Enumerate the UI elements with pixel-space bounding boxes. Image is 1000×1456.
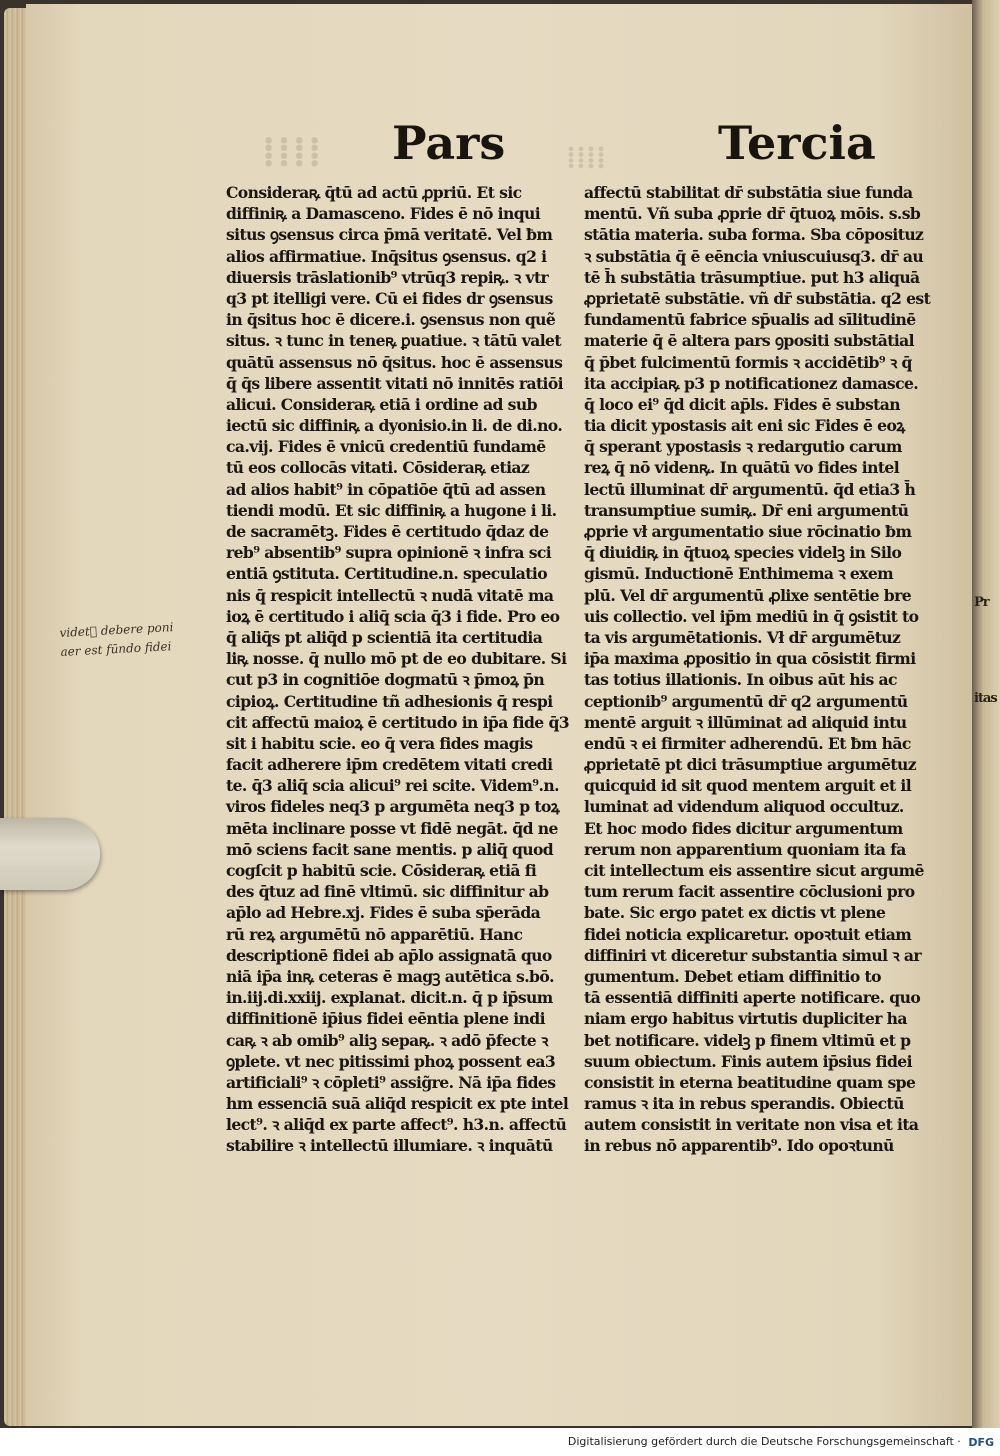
text-line: autem consistit in veritate non visa et ita: [584, 1115, 919, 1135]
text-line: ip̄a maxima ꝓpositio in qua cōsistit firmi: [584, 649, 916, 669]
text-line: q̄ loco ei⁹ q̄d dicit ap̄ls. Fides ē substan: [584, 394, 900, 414]
text-line: tū eos collocās vitati. Cōsideraꝶ etiaz: [226, 458, 530, 478]
text-line: tia dicit ypostasis ait eni sic Fides ē eoꝝ: [584, 416, 905, 436]
text-line: gumentum. Debet etiam diffinitio to: [584, 966, 881, 986]
text-line: ꝛ substātia q̄ ē eēncia vniuscuiusq3. dr̄ au: [584, 246, 924, 266]
text-line: luminat ad videndum aliquod occultuz.: [584, 797, 904, 817]
text-line: uis collectio. vel ip̄m mediū in q̄ ꝯsistit to: [584, 606, 919, 626]
text-line: q̄ q̄s libere assentit vitati nō innitēs ratiōi: [226, 373, 564, 393]
text-line: iectū sic diffiniꝶ a dyonisio.in li. de di.no.: [226, 416, 563, 436]
text-line: bet notificare. videlꝫ p finem vltimū et p: [584, 1030, 911, 1050]
text-line: in q̄situs hoc ē dicere.i. ꝯsensus non quẽ: [226, 310, 556, 330]
text-line: q3 pt itelligi vere. Cū ei fides dr ꝯsensus: [226, 288, 553, 308]
show-through-heading: ⁞⁞⁞⁞: [566, 140, 606, 175]
text-line: diffiniri vt diceretur substantia simul ꝛ ar: [584, 945, 921, 965]
text-line: ioꝝ ē certitudo i aliq̄ scia q̄3 i fide. Pro eo: [226, 606, 560, 626]
handwritten-margin-note: [59, 618, 175, 662]
text-line: lect⁹. ꝛ aliq̄d ex parte affect⁹. h3.n. affectū: [226, 1115, 567, 1135]
text-line: liꝶ nosse. q̄ nullo mō pt de eo dubitare. Si: [226, 649, 567, 669]
text-line: ca.vij. Fides ē vnicū credentiū fundamē: [226, 437, 546, 457]
text-line: cit intellectum eis assentire sicut argumē: [584, 861, 924, 880]
text-line: diuersis trāslationib⁹ vtrūq3 repiꝶ. ꝛ vtr: [226, 267, 549, 287]
text-line: in rebus nō apparentib⁹. Ido opoꝛtunū: [584, 1136, 894, 1156]
text-column-left: [226, 182, 569, 1157]
text-line: hm essenciā suā aliq̄d respicit ex pte intel: [226, 1094, 569, 1114]
text-line: stātia materia. suba forma. Sba cōposituz: [584, 225, 924, 245]
margin-note-line: videt᷑ debere poni: [59, 620, 174, 640]
text-line: artificiali⁹ ꝛ cōpleti⁹ assig̃re. Nā ip̄a fides: [226, 1072, 556, 1092]
dfg-logo-icon: DFG: [968, 1435, 994, 1449]
text-line: q̄ diuidiꝶ in q̄tuoꝝ species videlꝫ in Silo: [584, 543, 902, 563]
text-line: diffinitionē ip̄ius fidei eēntia plene indi: [226, 1009, 545, 1029]
text-line: Et hoc modo fides dicitur argumentum: [584, 818, 903, 838]
text-line: nis q̄ respicit intellectū ꝛ nudā vitatē ma: [226, 585, 554, 605]
running-head-left: Pars: [392, 116, 506, 170]
text-line: consistit in eterna beatitudine quam spe: [584, 1072, 916, 1092]
text-line: des q̄tuz ad finē vltimū. sic diffinitur ab: [226, 882, 549, 902]
text-line: situs ꝯsensus circa p̄mā veritatē. Vel ƀm: [226, 225, 553, 245]
text-line: ꝓprie vł argumentatio siue rōcinatio ƀm: [584, 522, 912, 541]
text-line: gismū. Inductionē Enthimema ꝛ exem: [584, 564, 894, 584]
text-line: mēta inclinare posse vt fidē negāt. q̄d ne: [226, 818, 558, 838]
text-line: facit adherere ip̄m credētem vitati credi: [226, 755, 553, 775]
text-line: ramus ꝛ ita in rebus sperandis. Obiectū: [584, 1094, 904, 1114]
text-line: q̄ sperant ypostasis ꝛ redargutio carum: [584, 437, 902, 457]
text-line: diffiniꝶ a Damasceno. Fides ē nō inqui: [226, 204, 541, 224]
text-line: ꝓprietatē substātie. vñ dr̄ substātia. q2 est: [584, 288, 931, 308]
digitization-footer: [0, 1428, 1000, 1455]
text-line: rū reꝝ argumētū nō apparētiū. Hanc: [226, 924, 523, 944]
text-line: affectū stabilitat dr̄ substātia siue funda: [584, 183, 913, 202]
text-line: situs. ꝛ tunc in teneꝶ ꝑuatiue. ꝛ tātū valet: [226, 331, 561, 351]
text-line: in.iij.di.xxiij. explanat. dicit.n. q̄ p ip̄sum: [226, 988, 553, 1008]
text-line: te. q̄3 aliq̄ scia alicui⁹ rei scite. Videm⁹.n.: [226, 776, 559, 796]
text-line: fidei noticia explicaretur. opoꝛtuit etiam: [584, 924, 912, 944]
text-line: ap̄lo ad Hebre.xj. Fides ē suba sp̄erāda: [226, 903, 541, 923]
text-line: cut p3 in cognitiōe dogmatū ꝛ p̄moꝝ p̄n: [226, 670, 545, 690]
text-line: bate. Sic ergo patet ex dictis vt plene: [584, 903, 886, 923]
text-line: alios affirmatiue. Inq̄situs ꝯsensus. q2 i: [226, 246, 547, 266]
text-line: tā essentiā diffiniti aperte notificare. quo: [584, 988, 921, 1008]
text-line: tiendi modū. Et sic diffiniꝶ a hugone i li.: [226, 500, 557, 520]
adjacent-page-fragment: Pr: [974, 595, 989, 610]
text-column-right: [584, 182, 930, 1157]
text-line: q̄ aliq̄s pt aliq̄d p scientiā ita certitudia: [226, 627, 543, 647]
text-line: niam ergo habitus virtutis dupliciter ha: [584, 1009, 907, 1029]
text-line: rerum non apparentium quoniam ita fa: [584, 839, 906, 859]
text-line: Consideraꝶ q̄tū ad actū ꝓpriū. Et sic: [226, 183, 522, 202]
text-line: q̄ p̄bet fulcimentū formis ꝛ accidētib⁹ ꝛ q̄: [584, 352, 912, 372]
text-line: alicui. Consideraꝶ etiā i ordine ad sub: [226, 394, 537, 414]
text-line: fundamentū fabrice sp̄ualis ad sīlitudinē: [584, 310, 916, 330]
show-through-folio: ⁞⁞⁞⁞: [262, 128, 324, 175]
margin-note-line: aer est fūndo fidei: [60, 639, 172, 659]
text-line: ta vis argumētationis. Vł dr̄ argumētuz: [584, 627, 901, 647]
text-line: materie q̄ ē altera pars ꝯpositi substātial: [584, 331, 915, 351]
text-line: endū ꝛ ei firmiter adherendū. Et ƀm hāc: [584, 733, 911, 753]
text-line: reꝝ q̄ nō videnꝶ. In quātū vo fides intel: [584, 458, 900, 478]
running-head-right: Tercia: [718, 116, 876, 170]
text-line: descriptionē fidei ab ap̄lo assignatā quo: [226, 945, 552, 965]
text-line: suum obiectum. Finis autem ip̄sius fidei: [584, 1051, 912, 1071]
text-line: cogſcit p habitū scie. Cōsideraꝶ etiā fi: [226, 861, 537, 880]
text-line: quātū assensus nō q̄situs. hoc ē assensus: [226, 352, 563, 372]
text-line: reb⁹ absentib⁹ supra opinionē ꝛ infra sci: [226, 543, 552, 563]
text-line: ꝯplete. vt nec pitissimi phoꝝ possent ea3: [226, 1051, 556, 1071]
text-line: ꝓprietatē pt dici trāsumptiue argumētuz: [584, 755, 916, 775]
text-line: lectū illuminat dr̄ argumentū. q̄d etia3 h̄: [584, 479, 916, 499]
text-line: mō sciens facit sane mentis. p aliq̄ quod: [226, 839, 554, 859]
text-line: mentū. Vñ suba ꝓprie dr̄ q̄tuoꝝ mōis. s.sb: [584, 204, 921, 224]
text-line: tum rerum facit assentire cōclusioni pro: [584, 882, 915, 902]
text-line: de sacramētꝫ. Fides ē certitudo q̄daz de: [226, 522, 549, 541]
text-line: sit i habitu scie. eo q̄ vera fides magis: [226, 733, 533, 753]
adjacent-page-edge: [972, 0, 1000, 1428]
text-line: tē h̄ substātia trāsumptiue. put h3 aliquā: [584, 267, 920, 287]
bookmark-clip: [0, 818, 100, 890]
text-line: entiā ꝯstituta. Certitudine.n. speculatio: [226, 564, 547, 584]
text-line: viros fideles neq3 p argumēta neq3 p toꝝ: [226, 797, 560, 817]
footer-credit-text: Digitalisierung gefördert durch die Deutsche Forschungsgemeinschaft ·: [567, 1435, 961, 1448]
text-line: niā ip̄a inꝶ ceteras ē magꝫ autētica s.bō.: [226, 966, 554, 986]
text-line: cipioꝝ. Certitudine tñ adhesionis q̄ respi: [226, 691, 553, 711]
text-line: stabilire ꝛ intellectū illumiare. ꝛ inquātū: [226, 1136, 553, 1156]
text-line: transumptiue sumiꝶ. Dr̄ eni argumentū: [584, 500, 909, 520]
text-line: ita accipiaꝶ p3 p notificationez damasce.: [584, 373, 919, 393]
text-line: ad alios habit⁹ in cōpatiōe q̄tū ad assen: [226, 479, 546, 499]
adjacent-page-fragment: itas: [974, 691, 997, 706]
text-line: tas totius illationis. In oibus aūt his ac: [584, 670, 897, 690]
text-line: mentē arguit ꝛ illūminat ad aliquid intu: [584, 712, 907, 732]
text-line: quicquid id sit quod mentem arguit et il: [584, 776, 912, 796]
text-line: plū. Vel dr̄ argumentū ꝓlixe sentētie bre: [584, 585, 912, 605]
text-line: caꝶ ꝛ ab omib⁹ aliꝫ sepaꝶ. ꝛ adō p̄fecte ꝛ: [226, 1030, 548, 1050]
text-line: ceptionib⁹ argumentū dr̄ q2 argumentū: [584, 691, 908, 711]
text-line: cit affectū maioꝝ ē certitudo in ip̄a fide q̄3: [226, 712, 569, 732]
